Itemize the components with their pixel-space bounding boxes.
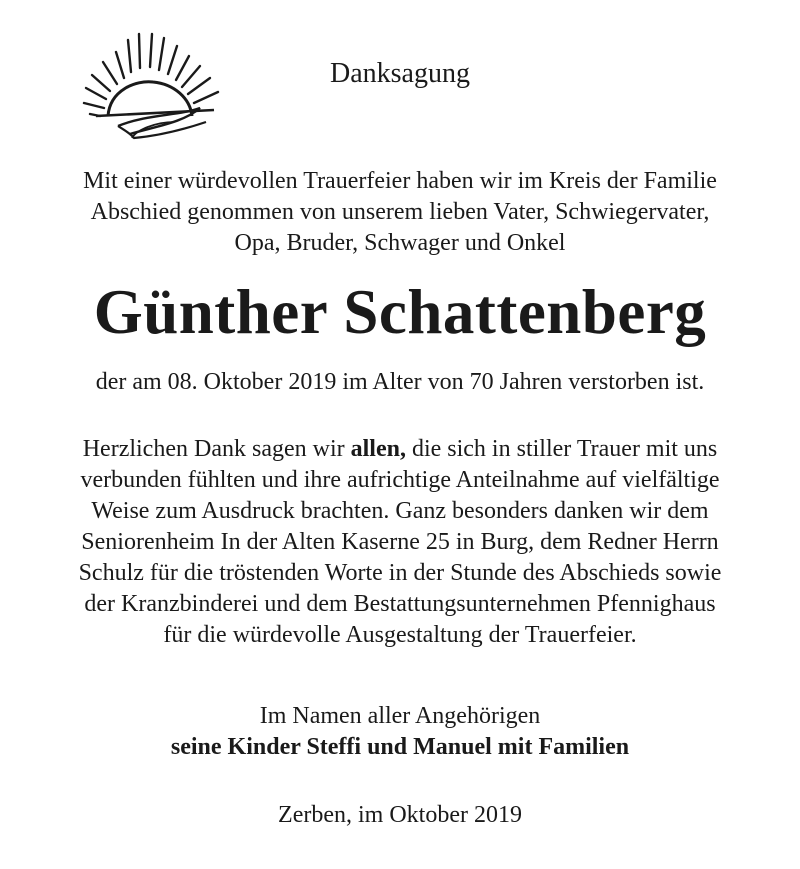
- thanks-text: Herzlichen Dank sagen wir: [82, 436, 351, 462]
- thanks-line: für die würdevolle Ausgestaltung der Trauerfeier.: [163, 622, 637, 648]
- sunrise-icon: [78, 30, 228, 145]
- thanks-line: Seniorenheim In der Alten Kaserne 25 in Burg, dem Redner Herrn: [81, 529, 719, 555]
- thanks-text: die sich in stiller Trauer mit uns: [405, 436, 718, 462]
- death-line: der am 08. Oktober 2019 im Alter von 70 Jahren verstorben ist.: [95, 369, 705, 395]
- signature-names: seine Kinder Steffi und Manuel mit Familien: [170, 734, 630, 760]
- intro-line: Opa, Bruder, Schwager und Onkel: [234, 230, 566, 256]
- thanks-line: der Kranzbinderei und dem Bestattungsunternehmen Pfennighaus: [84, 591, 716, 617]
- signature-line: Im Namen aller Angehörigen: [259, 703, 541, 729]
- intro-paragraph: [0, 166, 800, 259]
- thanks-line: Schulz für die tröstenden Worte in der Stunde des Abschieds sowie: [78, 560, 722, 586]
- thanks-line: Weise zum Ausdruck brachten. Ganz besonders danken wir dem: [91, 498, 709, 524]
- death-paragraph: [0, 367, 800, 398]
- intro-line: Abschied genommen von unserem lieben Vater, Schwiegervater,: [90, 199, 710, 225]
- deceased-name: Günther Schattenberg: [93, 277, 707, 347]
- place-date-line: Zerben, im Oktober 2019: [278, 802, 522, 828]
- thanks-line: [0, 434, 800, 465]
- thanks-paragraph: [0, 434, 800, 651]
- thanks-emphasis: allen,: [350, 436, 406, 462]
- thanks-line: verbunden fühlten und ihre aufrichtige Anteilnahme auf vielfältige: [80, 467, 720, 493]
- place-date: [0, 800, 800, 831]
- notice-heading: Danksagung: [330, 58, 470, 89]
- signature: [0, 701, 800, 763]
- intro-line: Mit einer würdevollen Trauerfeier haben wir im Kreis der Familie: [83, 168, 717, 194]
